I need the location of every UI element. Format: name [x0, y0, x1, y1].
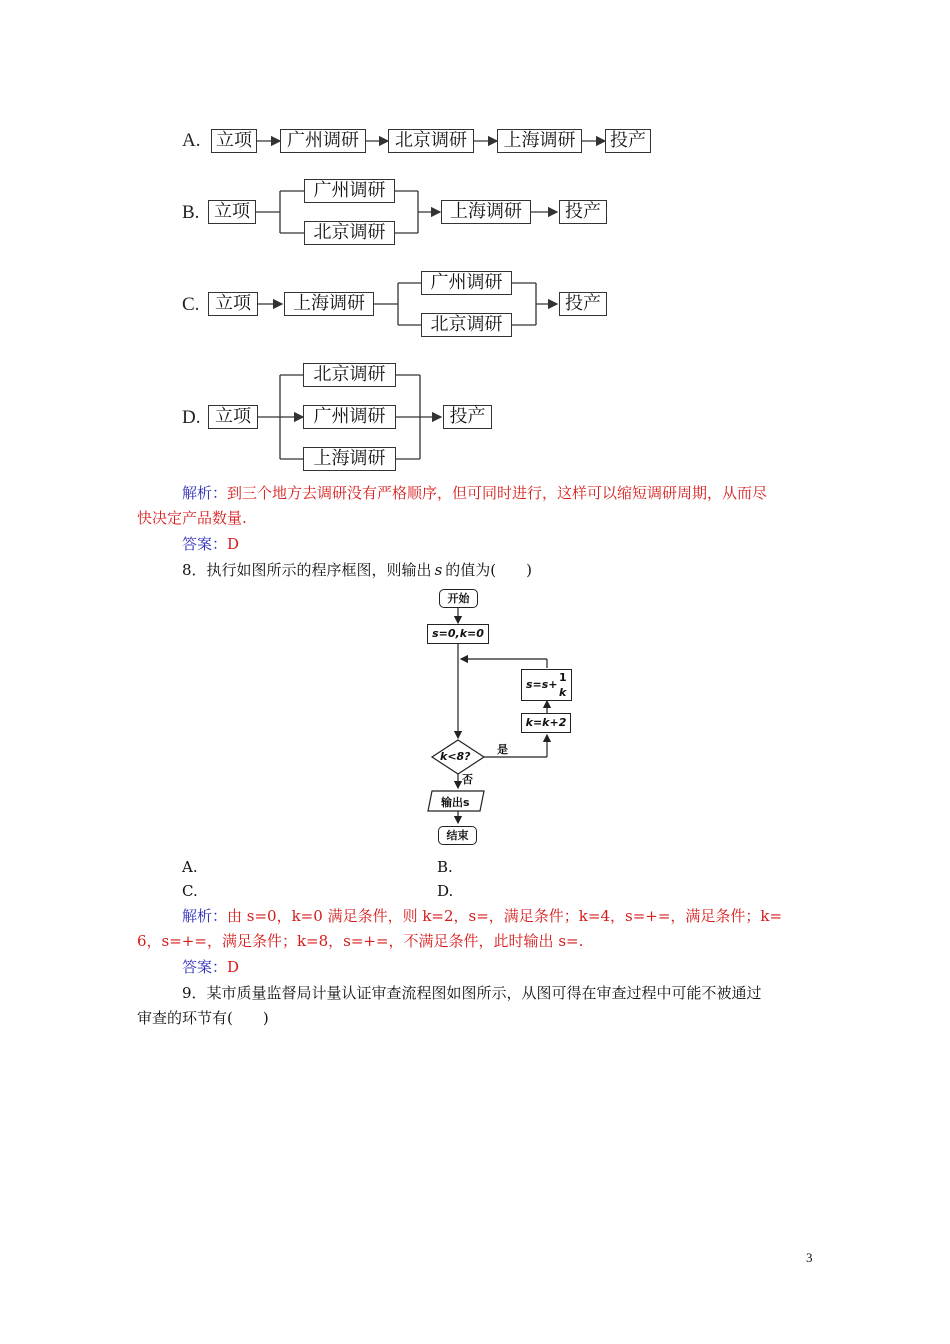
q9-line-2: 审查的环节有( ) — [137, 1009, 269, 1027]
flowchart-end: 结束 — [438, 826, 477, 845]
flowchart-init: s=0,k=0 — [427, 624, 489, 644]
option-b-end: 投产 — [559, 200, 607, 224]
flowchart-output: 输出s — [441, 796, 470, 809]
page-number: 3 — [806, 1250, 813, 1265]
option-d-parallel-3: 上海调研 — [303, 447, 396, 471]
option-c-parallel-2: 北京调研 — [421, 313, 512, 337]
option-c-end: 投产 — [559, 292, 607, 316]
q8-option-d: D. — [437, 882, 454, 900]
q7-analysis-line-1: 解析：到三个地方去调研没有严格顺序，但可同时进行，这样可以缩短调研周期，从而尽 — [182, 484, 768, 502]
q7-analysis-line-2: 快决定产品数量. — [137, 509, 247, 527]
option-a-step-4: 上海调研 — [497, 129, 582, 153]
flowchart-start: 开始 — [439, 589, 478, 608]
option-b-parallel-2: 北京调研 — [304, 221, 395, 245]
flowchart-update-k: k=k+2 — [521, 713, 571, 733]
option-b-next: 上海调研 — [441, 200, 531, 224]
flowchart-yes-label: 是 — [497, 743, 508, 756]
option-b-parallel-1: 广州调研 — [304, 179, 395, 203]
q8-stem: 8．执行如图所示的程序框图，则输出 s 的值为( ) — [182, 561, 532, 579]
flowchart-update-s: s=s+ 1 k — [521, 669, 572, 701]
option-d-parallel-1: 北京调研 — [303, 363, 396, 387]
option-d-parallel-2: 广州调研 — [303, 405, 396, 429]
option-d-end: 投产 — [443, 405, 492, 429]
option-a-step-1: 立项 — [211, 129, 257, 153]
option-a-label: A. — [182, 130, 201, 151]
q9-line-1: 9．某市质量监督局计量认证审查流程图如图所示，从图可得在审查过程中可能不被通过 — [182, 984, 762, 1002]
option-c-label: C. — [182, 294, 200, 315]
q8-option-b: B. — [437, 858, 453, 876]
q8-option-c: C. — [182, 882, 198, 900]
q8-analysis-line-1: 解析：由 s=0，k=0 满足条件，则 k=2，s=，满足条件；k=4，s=+=，满足条件；k= — [182, 907, 783, 925]
flowchart-condition: k<8? — [440, 750, 471, 763]
option-a-step-5: 投产 — [605, 129, 651, 153]
option-c-start: 立项 — [208, 292, 258, 316]
q8-option-a: A. — [182, 858, 198, 876]
option-c-parallel-1: 广州调研 — [421, 271, 512, 295]
option-b-label: B. — [182, 202, 200, 223]
option-a-step-2: 广州调研 — [280, 129, 366, 153]
option-d-start: 立项 — [208, 405, 258, 429]
option-c-next: 上海调研 — [284, 292, 374, 316]
q7-answer: 答案：D — [182, 535, 240, 553]
option-d-label: D. — [182, 407, 201, 428]
q8-analysis-line-2: 6，s=+=，满足条件；k=8，s=+=，不满足条件，此时输出 s=. — [137, 932, 584, 950]
option-b-start: 立项 — [208, 200, 256, 224]
option-a-step-3: 北京调研 — [388, 129, 474, 153]
flowchart-no-label: 否 — [462, 773, 473, 786]
q8-answer: 答案：D — [182, 958, 240, 976]
